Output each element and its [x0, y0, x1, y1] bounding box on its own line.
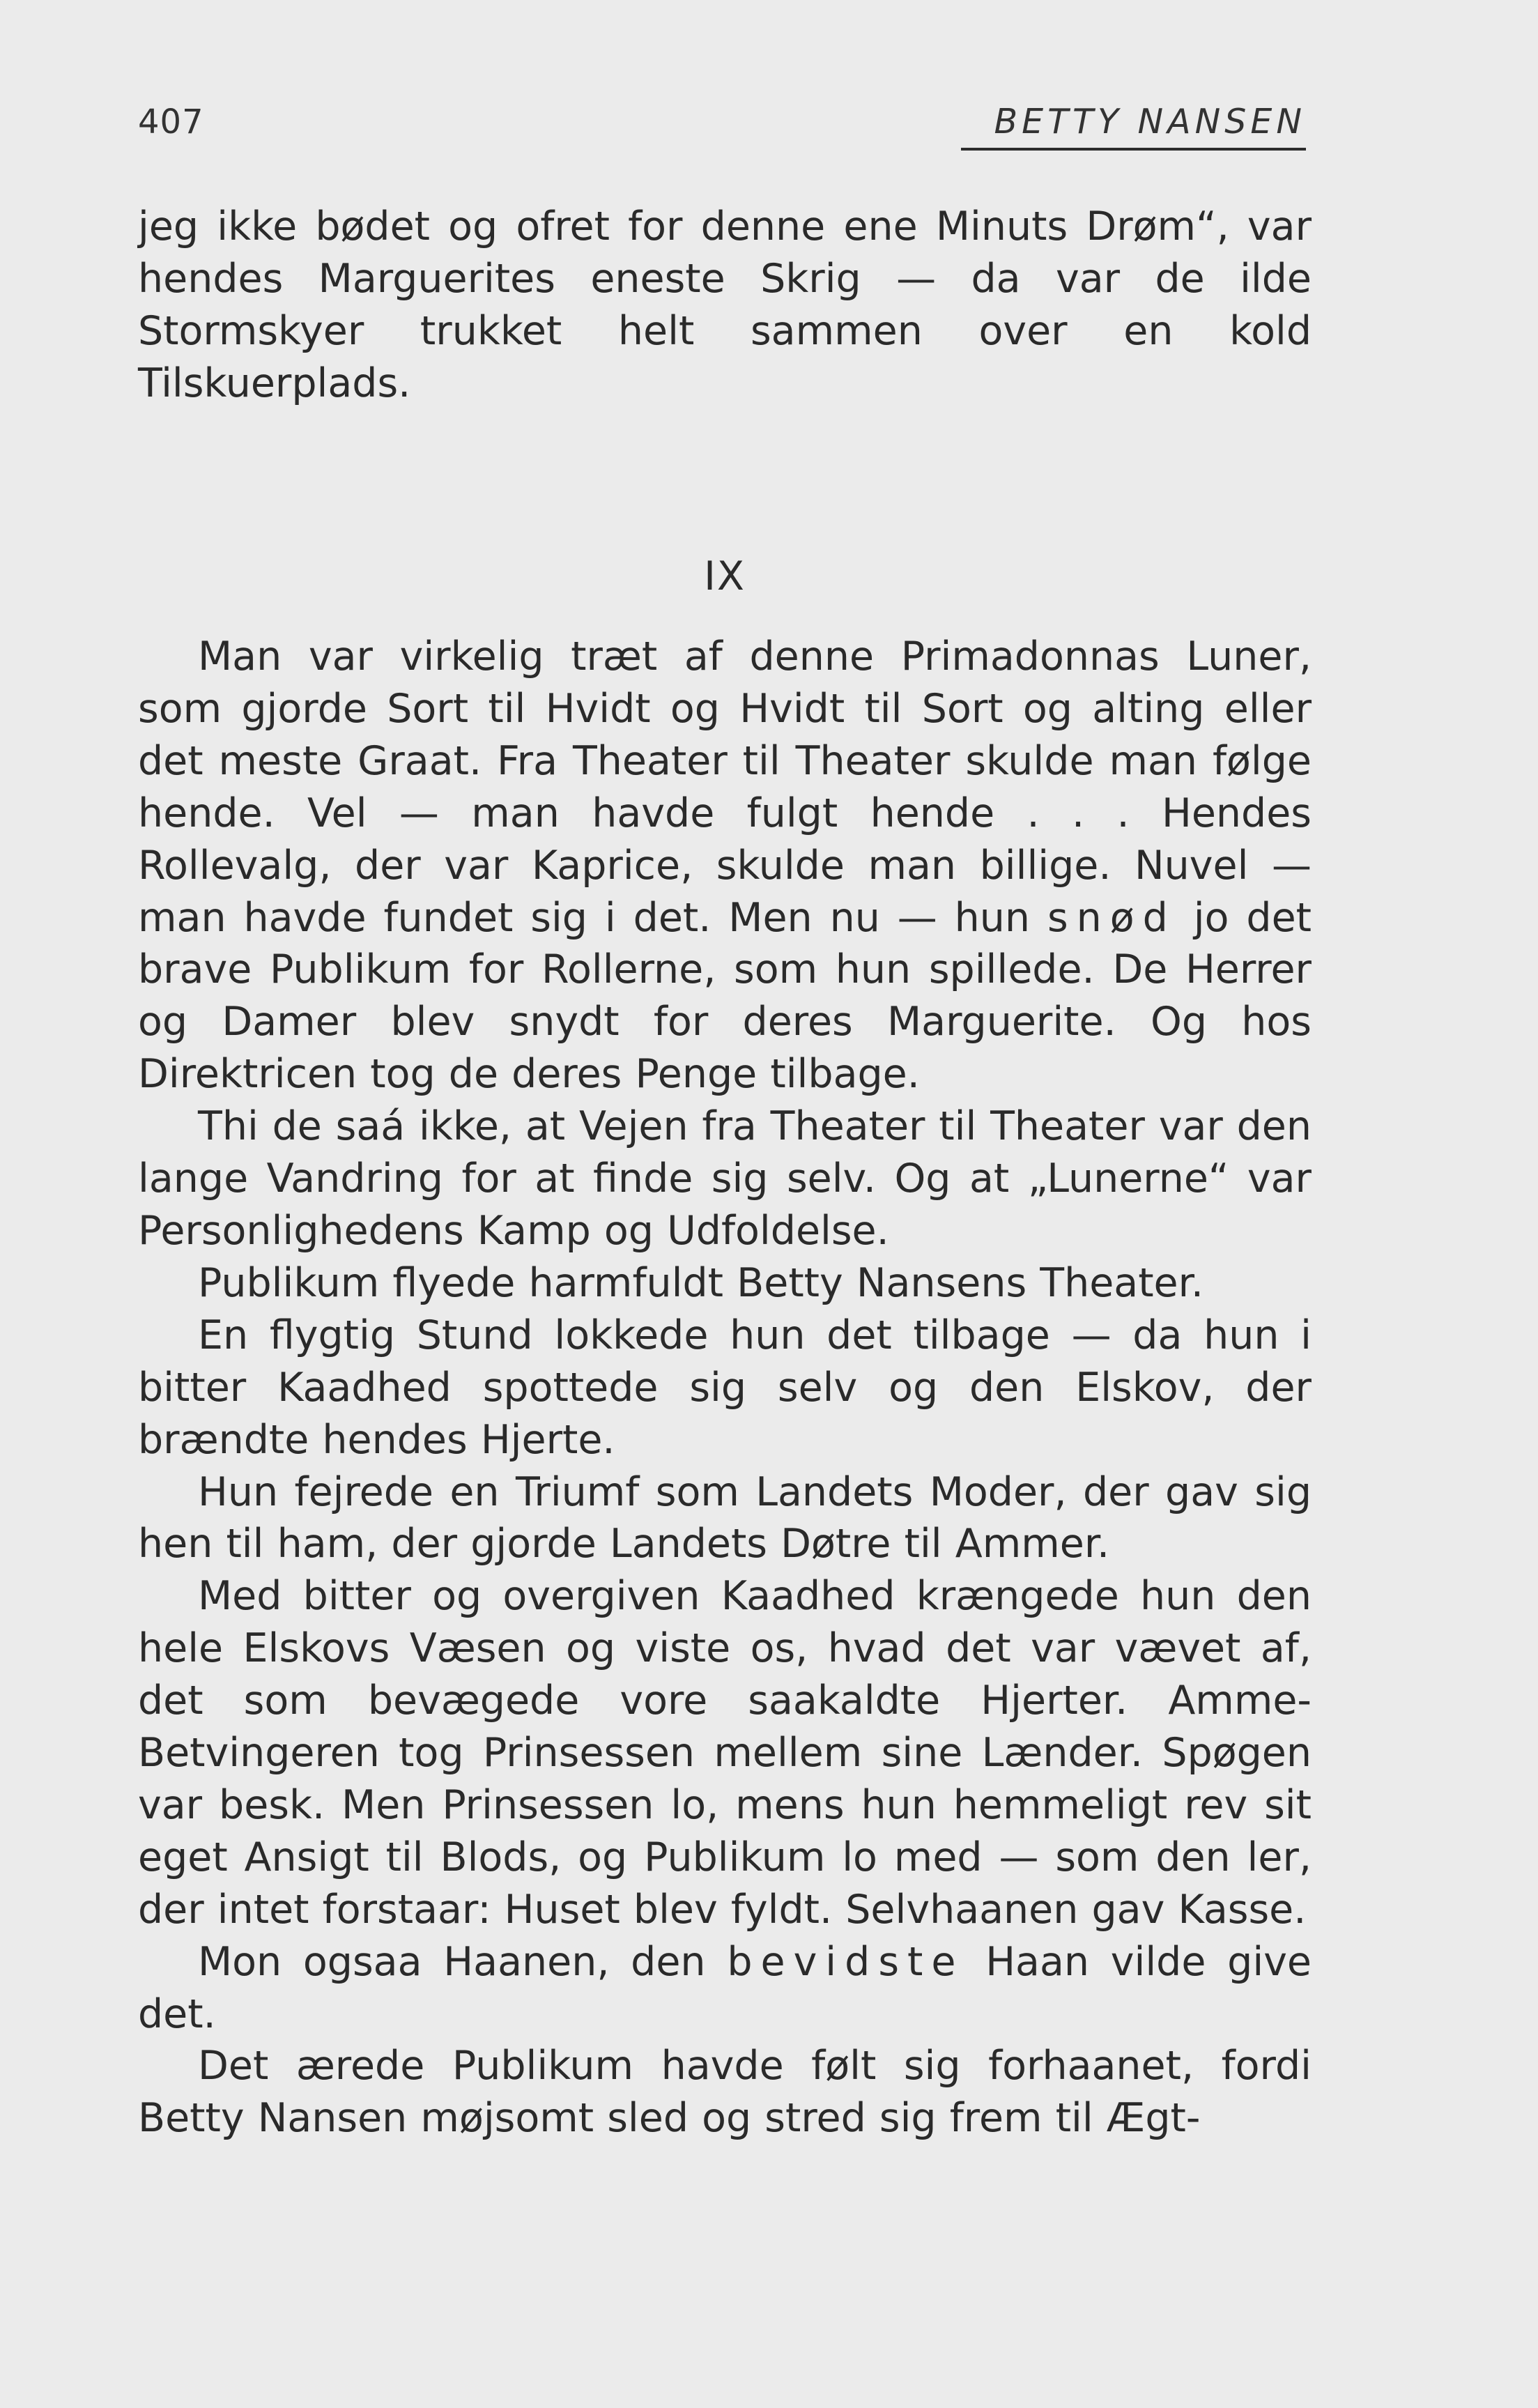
paragraph-4: En flygtig Stund lokkede hun det tilbage — da hun i bitter Kaadhed spottede sig selv og den Elskov, der brændte hendes Hjerte.: [138, 1312, 1312, 1463]
paragraph-1-emphasis: snød: [1047, 894, 1176, 941]
paragraph-7-text-b: Haan vilde give det.: [138, 1938, 1312, 2037]
paragraph-7-text-a: Mon ogsaa Haanen, den: [198, 1938, 706, 1985]
page-number: 407: [138, 102, 204, 141]
running-title: BETTY NANSEN: [961, 98, 1307, 151]
paragraph-5: Hun fejrede en Triumf som Landets Moder, der gav sig hen til ham, der gjorde Landets Døtre til Ammer.: [138, 1468, 1312, 1567]
paragraph-1: [138, 631, 1312, 1101]
continuation-text: [138, 201, 1312, 410]
section-body: [138, 631, 1312, 2145]
section-heading: IX: [704, 553, 746, 599]
page-header: [138, 98, 1306, 153]
paragraph-3: Publikum flyede harmfuldt Betty Nansens Theater.: [198, 1259, 1204, 1306]
paragraph-1-text-b: jo det brave Publikum for Rollerne, som hun spillede. De Herrer og Damer blev snydt for deres Marguerite. Og hos Direktricen tog de deres Penge tilbage.: [138, 894, 1312, 1098]
paragraph-7: [138, 1936, 1312, 2041]
continuation-paragraph: jeg ikke bødet og ofret for denne ene Minuts Drøm“, var hendes Marguerites eneste Skrig — da var de ilde Stormskyer trukket helt sammen over en kold Tilskuerplads.: [138, 204, 1312, 406]
paragraph-7-emphasis: bevidste: [727, 1938, 964, 1985]
paragraph-6: Med bitter og overgiven Kaadhed krængede hun den hele Elskovs Væsen og viste os, hvad det var vævet af, det som bevægede vore saakaldte Hjerter. Amme-Betvingeren tog Prinsessen mellem sine Lænder. Spøgen var besk. Men Prinsessen lo, mens hun hemmeligt rev sit eget Ansigt til Blods, og Publikum lo med — som den ler, der intet forstaar: Huset blev fyldt. Selvhaanen gav Kasse.: [138, 1573, 1312, 1933]
paragraph-1-text-a: Man var virkelig træt af denne Primadonnas Luner, som gjorde Sort til Hvidt og Hvidt til Sort og alting eller det meste Graat. Fra Theater til Theater skulde man følge hende. Vel — man havde fulgt hende . . . Hendes Rollevalg, der var Kaprice, skulde man billige. Nuvel — man havde fundet sig i det. Men nu — hun: [138, 634, 1312, 941]
paragraph-8: Det ærede Publikum havde følt sig forhaanet, fordi Betty Nansen møjsomt sled og stred sig frem til Ægt-: [138, 2043, 1312, 2142]
paragraph-2: Thi de saá ikke, at Vejen fra Theater til Theater var den lange Vandring for at finde sig selv. Og at „Lunerne“ var Personlighedens Kamp og Udfoldelse.: [138, 1103, 1312, 1254]
